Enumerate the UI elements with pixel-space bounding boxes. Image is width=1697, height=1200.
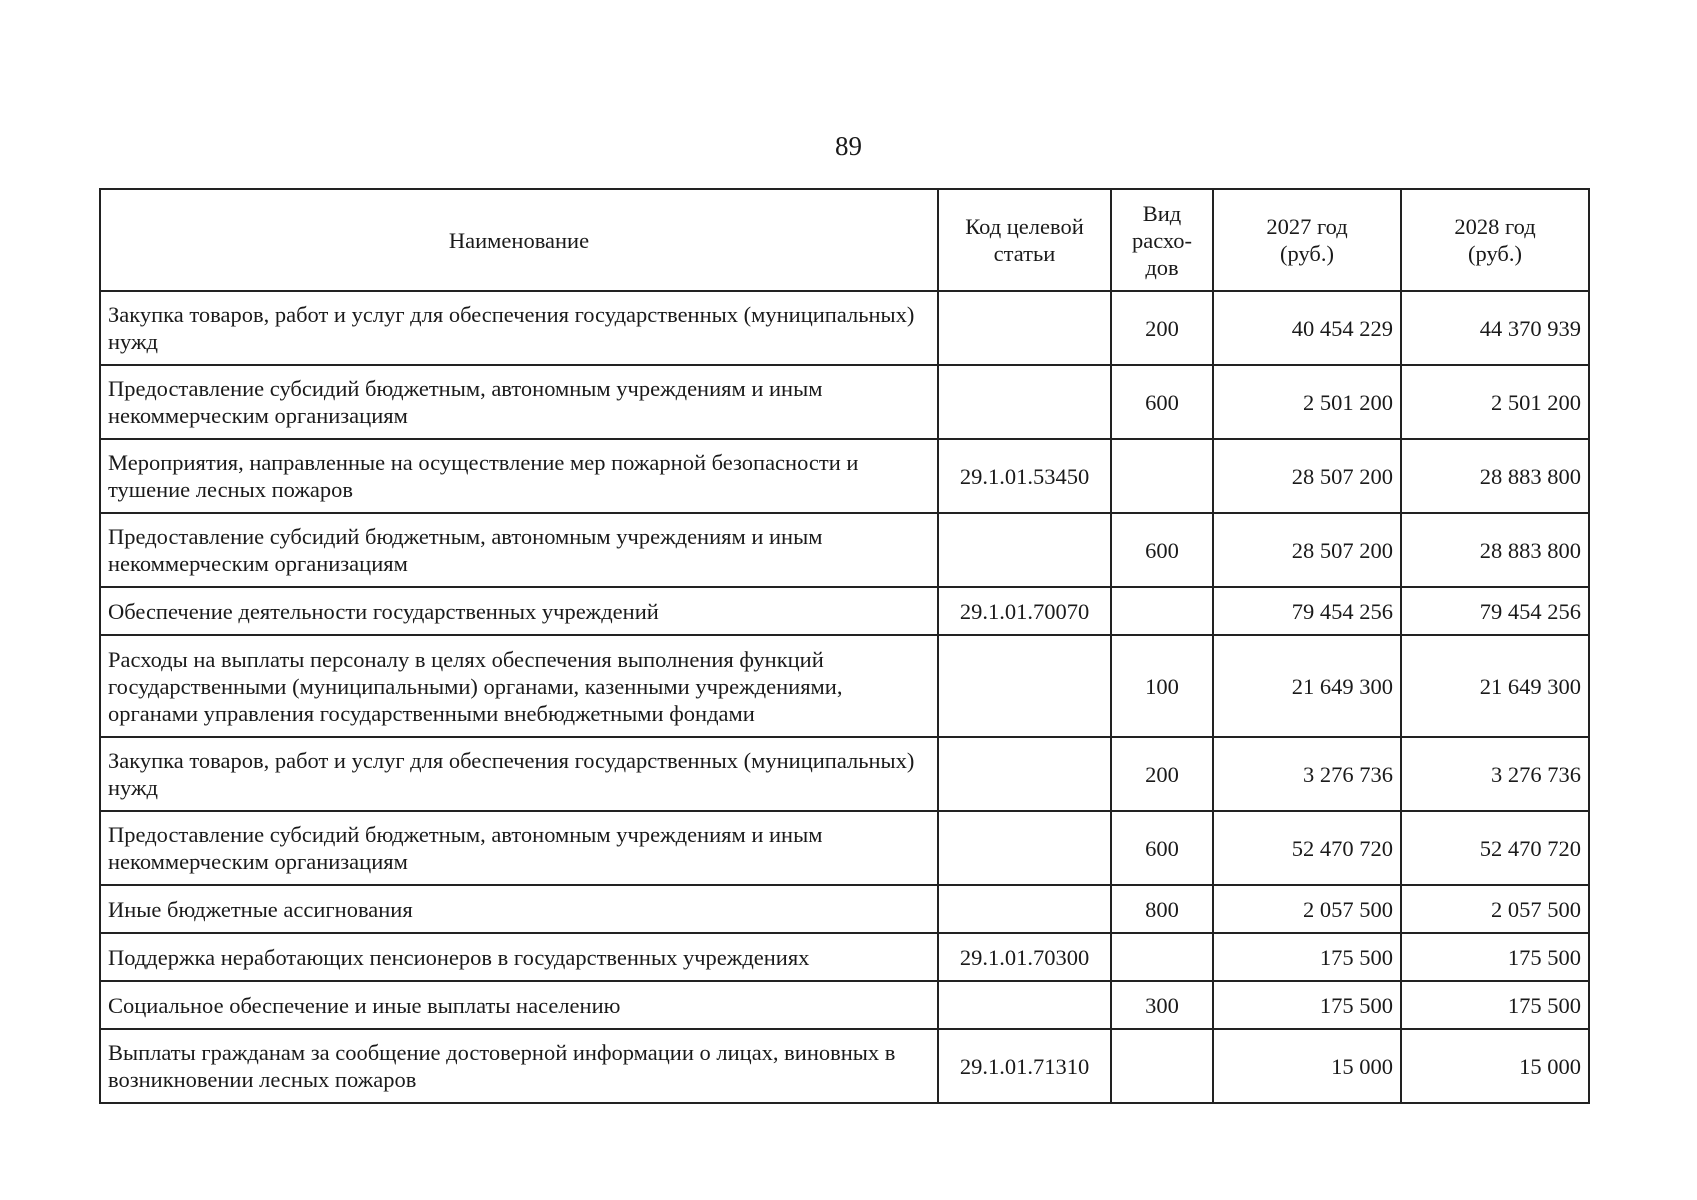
row-amount-2027: 21 649 300 [1213, 635, 1401, 737]
table-row [100, 737, 1589, 811]
header-name-label: Наименование [448, 227, 590, 253]
header-type-line2: расхо- [1131, 227, 1193, 253]
table-row [100, 981, 1589, 1029]
table-row [100, 439, 1589, 513]
row-name: Закупка товаров, работ и услуг для обеспечения государственных (муниципальных) нужд [100, 737, 938, 811]
row-type [1111, 439, 1213, 513]
row-name: Выплаты гражданам за сообщение достоверной информации о лицах, виновных в возникновении лесных пожаров [100, 1029, 938, 1103]
header-type-line1: Вид [1142, 200, 1182, 226]
row-amount-2027: 175 500 [1213, 981, 1401, 1029]
row-amount-2027: 15 000 [1213, 1029, 1401, 1103]
row-code: 29.1.01.70300 [938, 933, 1111, 981]
row-code: 29.1.01.71310 [938, 1029, 1111, 1103]
table-row [100, 811, 1589, 885]
table-row [100, 885, 1589, 933]
row-name: Иные бюджетные ассигнования [100, 885, 938, 933]
table-row [100, 1029, 1589, 1103]
row-amount-2027: 28 507 200 [1213, 439, 1401, 513]
row-name: Предоставление субсидий бюджетным, автономным учреждениям и иным некоммерческим организациям [100, 811, 938, 885]
header-name [100, 189, 938, 291]
row-code [938, 737, 1111, 811]
row-name: Социальное обеспечение и иные выплаты населению [100, 981, 938, 1029]
row-amount-2027: 2 501 200 [1213, 365, 1401, 439]
row-amount-2027: 52 470 720 [1213, 811, 1401, 885]
row-type: 600 [1111, 365, 1213, 439]
row-type [1111, 933, 1213, 981]
header-2028 [1401, 189, 1589, 291]
row-amount-2028: 175 500 [1401, 981, 1589, 1029]
row-type [1111, 587, 1213, 635]
row-code [938, 291, 1111, 365]
row-code [938, 365, 1111, 439]
row-type: 200 [1111, 291, 1213, 365]
row-amount-2028: 79 454 256 [1401, 587, 1589, 635]
table-row [100, 291, 1589, 365]
row-type: 100 [1111, 635, 1213, 737]
page-number: 89 [835, 131, 862, 161]
table-row [100, 365, 1589, 439]
row-name: Обеспечение деятельности государственных учреждений [100, 587, 938, 635]
row-type [1111, 1029, 1213, 1103]
header-type [1111, 189, 1213, 291]
table-header-row [100, 189, 1589, 291]
row-code [938, 635, 1111, 737]
row-amount-2028: 44 370 939 [1401, 291, 1589, 365]
row-amount-2028: 2 057 500 [1401, 885, 1589, 933]
row-amount-2028: 15 000 [1401, 1029, 1589, 1103]
budget-table [99, 188, 1590, 1104]
header-2028-line1: 2028 год [1454, 214, 1536, 239]
row-amount-2028: 28 883 800 [1401, 439, 1589, 513]
row-type: 300 [1111, 981, 1213, 1029]
row-amount-2027: 79 454 256 [1213, 587, 1401, 635]
row-amount-2027: 40 454 229 [1213, 291, 1401, 365]
row-name: Мероприятия, направленные на осуществление мер пожарной безопасности и тушение лесных пожаров [100, 439, 938, 513]
header-code-line2: статьи [993, 241, 1056, 266]
row-type: 800 [1111, 885, 1213, 933]
row-type: 600 [1111, 811, 1213, 885]
header-2027-line2: (руб.) [1280, 241, 1334, 266]
row-name: Предоставление субсидий бюджетным, автономным учреждениям и иным некоммерческим организациям [100, 365, 938, 439]
row-type: 200 [1111, 737, 1213, 811]
row-amount-2028: 28 883 800 [1401, 513, 1589, 587]
row-amount-2027: 2 057 500 [1213, 885, 1401, 933]
row-code [938, 513, 1111, 587]
row-code: 29.1.01.53450 [938, 439, 1111, 513]
header-code-line1: Код целевой [965, 214, 1084, 239]
header-2027-line1: 2027 год [1266, 214, 1348, 239]
row-code: 29.1.01.70070 [938, 587, 1111, 635]
row-code [938, 811, 1111, 885]
table-row [100, 587, 1589, 635]
header-type-line3: дов [1145, 254, 1179, 280]
row-code [938, 885, 1111, 933]
table-row [100, 635, 1589, 737]
row-amount-2027: 28 507 200 [1213, 513, 1401, 587]
row-amount-2028: 52 470 720 [1401, 811, 1589, 885]
table-row [100, 933, 1589, 981]
row-amount-2028: 21 649 300 [1401, 635, 1589, 737]
row-amount-2028: 3 276 736 [1401, 737, 1589, 811]
header-code [938, 189, 1111, 291]
row-name: Закупка товаров, работ и услуг для обеспечения государственных (муниципальных) нужд [100, 291, 938, 365]
header-2028-line2: (руб.) [1468, 241, 1522, 266]
row-type: 600 [1111, 513, 1213, 587]
row-amount-2027: 175 500 [1213, 933, 1401, 981]
row-amount-2028: 2 501 200 [1401, 365, 1589, 439]
row-code [938, 981, 1111, 1029]
header-2027 [1213, 189, 1401, 291]
row-name: Поддержка неработающих пенсионеров в государственных учреждениях [100, 933, 938, 981]
row-name: Предоставление субсидий бюджетным, автономным учреждениям и иным некоммерческим организациям [100, 513, 938, 587]
row-amount-2028: 175 500 [1401, 933, 1589, 981]
row-amount-2027: 3 276 736 [1213, 737, 1401, 811]
row-name: Расходы на выплаты персоналу в целях обеспечения выполнения функций государственными (муниципальными) органами, казенными учреждениями, органами управления государственными внебюджетными фондами [100, 635, 938, 737]
table-row [100, 513, 1589, 587]
